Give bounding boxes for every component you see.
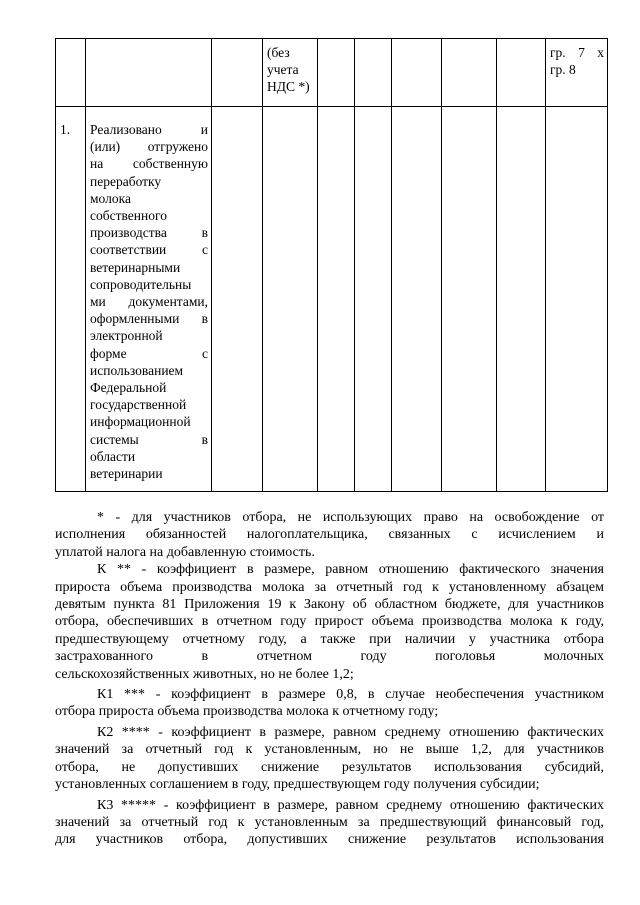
footnote-line: К ** - коэффициент в размере, равном отношению фактического значения	[97, 562, 604, 578]
footnote-vat	[55, 509, 604, 561]
footnote-line: установленных соглашением в году, предшествующем году получения субсидии;	[55, 777, 540, 793]
description-line: производства в	[90, 225, 208, 241]
description-line: оформленными в	[90, 311, 208, 327]
table-header-row	[56, 39, 608, 107]
formula-cell	[546, 39, 608, 107]
table-cell	[392, 39, 442, 107]
table-cell	[546, 107, 608, 492]
footnote-k	[55, 561, 604, 683]
description-line: Реализовано и	[90, 122, 208, 137]
footnote-line: предшествующему отчетному году, а также при наличии у участника отбора	[55, 631, 604, 647]
description-line: информационной	[90, 414, 191, 430]
description-line: на собственную	[90, 156, 208, 172]
table-cell	[86, 39, 212, 107]
description-line: электронной	[90, 328, 163, 344]
description-line: ми документами,	[90, 294, 208, 310]
footnote-line: значений за отчетный год к установленным за предшествующий финансовый год,	[55, 814, 604, 830]
footnote-line: К3 ***** - коэффициент в размере, равном среднему отношению фактических	[97, 797, 604, 813]
table-cell	[355, 107, 392, 492]
description-line: переработку	[90, 173, 162, 189]
nds-line: учета	[267, 62, 299, 78]
description-line: Федеральной	[90, 380, 167, 396]
nds-note-cell	[263, 39, 318, 107]
table-cell	[56, 39, 86, 107]
footnote-line: прироста объема производства молока за отчетный год к установленному абзацем	[55, 579, 604, 595]
table-cell	[442, 107, 497, 492]
footnote-line: К2 **** - коэффициент в размере, равном среднему отношению фактических	[97, 724, 604, 740]
description-line: собственного	[90, 208, 167, 224]
table-cell	[392, 107, 442, 492]
footnote-line: уплатой налога на добавленную стоимость.	[55, 544, 315, 560]
footnote-line: отбора, не допустивших снижение результатов использования субсидий,	[55, 759, 604, 775]
table-cell	[263, 107, 318, 492]
footnote-line: для участников отбора, допустивших снижение результатов использования	[55, 832, 604, 848]
footnotes	[55, 509, 604, 849]
table-cell	[212, 39, 263, 107]
description-line: ветеринарными	[90, 259, 181, 275]
table-cell	[442, 39, 497, 107]
row-description	[86, 107, 212, 492]
footnote-line: * - для участников отбора, не использующих право на освобождение от	[97, 510, 604, 525]
footnote-line: девятым пункта 81 Приложения 19 к Закону об областном бюджете, для участников	[55, 597, 604, 613]
table-cell	[355, 39, 392, 107]
description-line: (или) отгружено	[90, 139, 208, 155]
table-cell	[318, 39, 355, 107]
footnote-line: застрахованного в отчетном году поголовья молочных	[55, 649, 604, 665]
description-line: соответствии с	[90, 242, 208, 258]
description-line: системы в	[90, 431, 208, 447]
footnote-line: отбора прироста объема производства молока к отчетному году;	[55, 704, 439, 720]
table-cell	[497, 107, 546, 492]
footnote-line: К1 *** - коэффициент в размере 0,8, в случае необеспечения участником	[97, 687, 604, 703]
row-number: 1.	[56, 107, 86, 492]
footnote-line: значений за отчетный год к установленным, но не выше 1,2, для участников	[55, 742, 604, 758]
nds-line: (без	[267, 45, 290, 60]
description-line: области	[90, 448, 136, 464]
footnote-k1	[55, 686, 604, 721]
table-cell	[318, 107, 355, 492]
description-line: молока	[90, 190, 131, 206]
data-table	[55, 38, 608, 492]
formula-line: гр. 7 х	[550, 45, 604, 60]
footnote-line: исполнения обязанностей налогоплательщика, связанных с исчислением и	[55, 527, 604, 543]
description-line: использованием	[90, 362, 184, 378]
table-cell	[212, 107, 263, 492]
formula-line: гр. 8	[550, 62, 576, 78]
footnote-k2	[55, 724, 604, 794]
nds-line: НДС *)	[267, 79, 310, 95]
footnote-k3	[55, 797, 604, 849]
description-line: государственной	[90, 397, 187, 413]
description-line: сопроводительны	[90, 276, 192, 292]
table-cell	[497, 39, 546, 107]
table-row	[56, 107, 608, 492]
footnote-line: отбора, обеспечивших в отчетном году прирост объема производства молока к году,	[55, 614, 604, 630]
description-line: форме с	[90, 345, 208, 361]
description-line: ветеринарии	[90, 466, 163, 482]
footnote-line: сельскохозяйственных животных, но не более 1,2;	[55, 666, 354, 682]
